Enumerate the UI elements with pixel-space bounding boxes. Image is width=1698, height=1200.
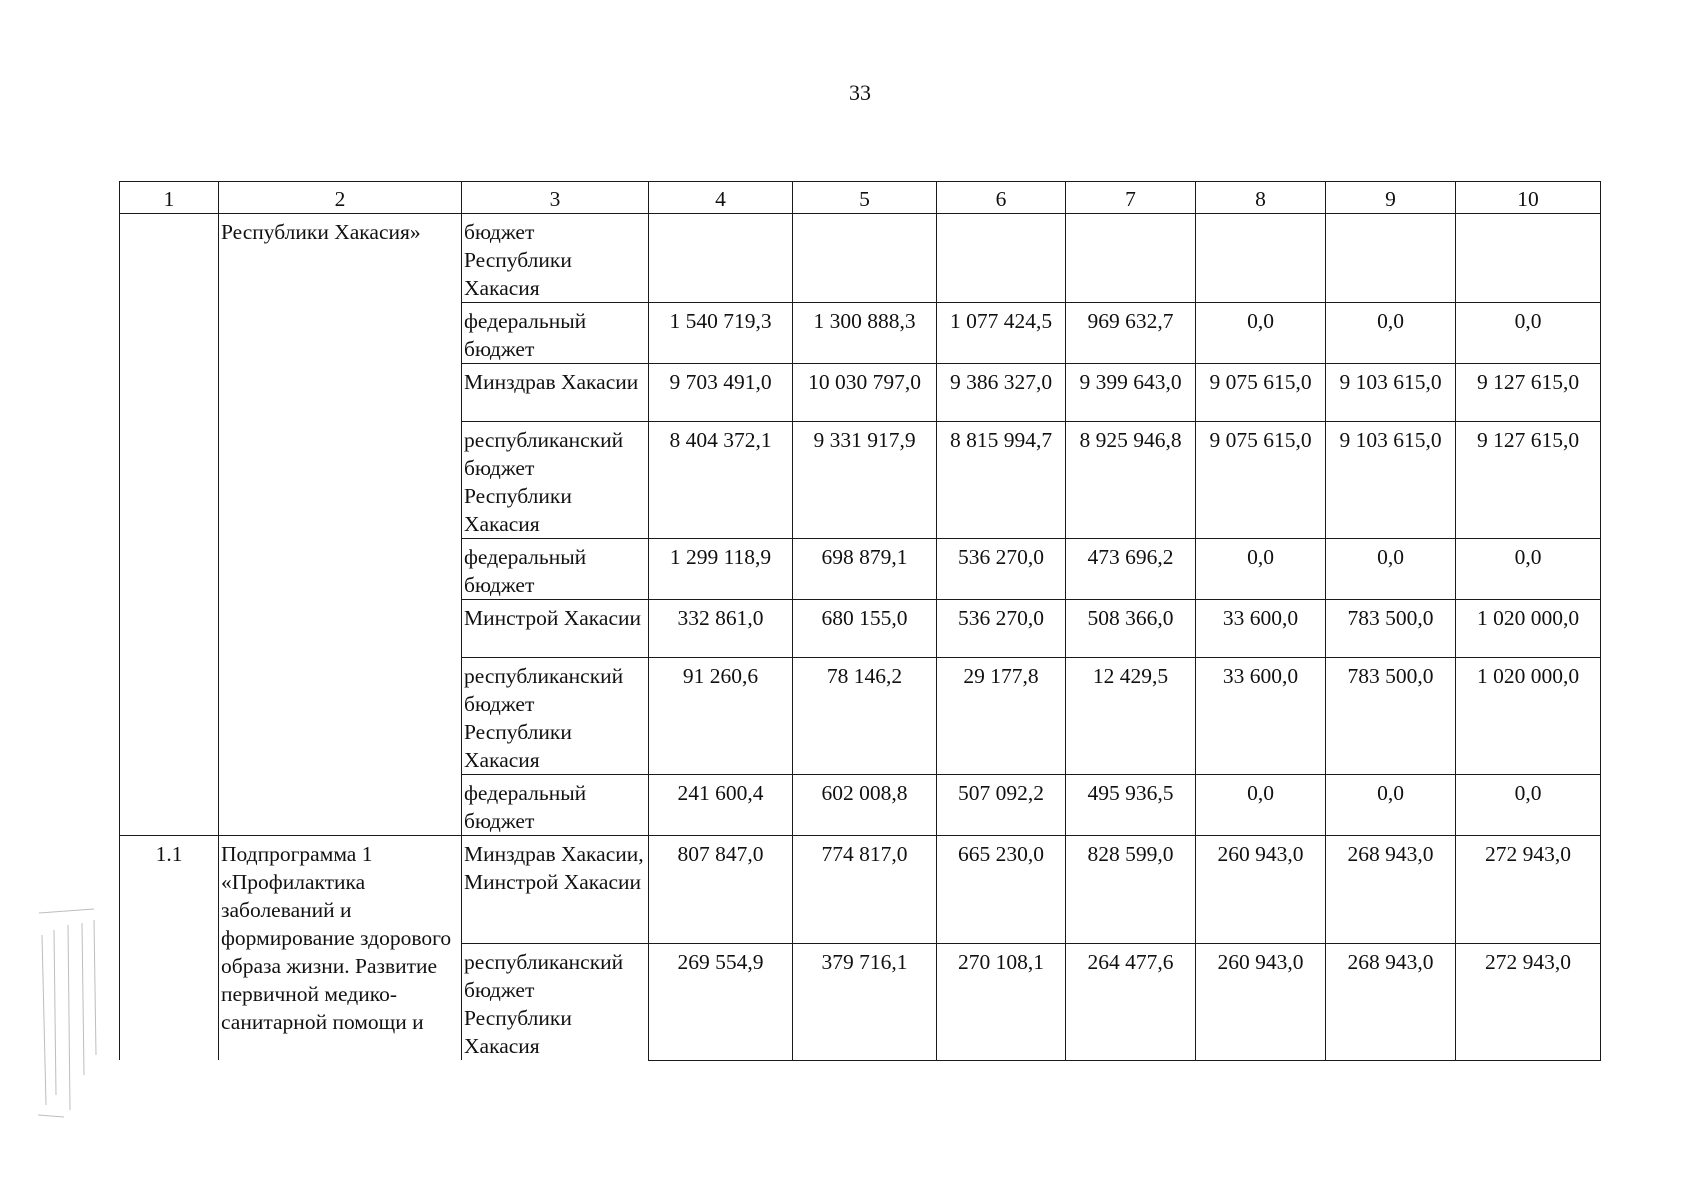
value-cell: 33 600,0 [1196,658,1326,775]
value-cell: 774 817,0 [793,836,937,944]
value-cell: 698 879,1 [793,539,937,600]
value-cell [1196,214,1326,303]
value-cell: 260 943,0 [1196,836,1326,944]
value-cell: 508 366,0 [1066,600,1196,658]
value-cell: 9 127 615,0 [1456,422,1601,539]
header-cell: 3 [462,182,649,214]
value-cell: 536 270,0 [937,539,1066,600]
value-cell: 602 008,8 [793,775,937,836]
value-cell: 0,0 [1196,303,1326,364]
value-cell [649,214,793,303]
value-cell: 1 299 118,9 [649,539,793,600]
value-cell: 270 108,1 [937,944,1066,1061]
value-cell [937,214,1066,303]
value-cell: 9 103 615,0 [1326,422,1456,539]
value-cell: 8 925 946,8 [1066,422,1196,539]
value-cell: 10 030 797,0 [793,364,937,422]
value-cell [1066,214,1196,303]
value-cell: 969 632,7 [1066,303,1196,364]
subprogram-title-cell: Подпрограмма 1 «Профилактика заболеваний и формирование здорового образа жизни. Развитие первичной медико-санитарной помощи и [219,836,462,1061]
value-cell: 1 300 888,3 [793,303,937,364]
page-number: 33 [849,80,871,105]
value-cell: 272 943,0 [1456,944,1601,1061]
value-cell: 8 815 994,7 [937,422,1066,539]
value-cell: 783 500,0 [1326,658,1456,775]
value-cell: 78 146,2 [793,658,937,775]
value-cell: 807 847,0 [649,836,793,944]
header-cell: 1 [120,182,219,214]
row-number-cell [120,214,219,836]
value-cell: 473 696,2 [1066,539,1196,600]
value-cell: 1 020 000,0 [1456,658,1601,775]
value-cell: 536 270,0 [937,600,1066,658]
value-cell: 29 177,8 [937,658,1066,775]
value-cell: 33 600,0 [1196,600,1326,658]
value-cell: 9 075 615,0 [1196,364,1326,422]
value-cell: 0,0 [1456,303,1601,364]
header-row [120,182,1601,214]
value-cell: 9 127 615,0 [1456,364,1601,422]
value-cell: 269 554,9 [649,944,793,1061]
value-cell: 268 943,0 [1326,944,1456,1061]
funding-source-cell: бюджет Республики Хакасия [462,214,649,303]
table-row [120,836,1601,944]
funding-source-cell: Минздрав Хакасии [462,364,649,422]
value-cell [1456,214,1601,303]
header-cell: 8 [1196,182,1326,214]
funding-source-cell: Минздрав Хакасии, Минстрой Хакасии [462,836,649,944]
header-cell: 2 [219,182,462,214]
funding-source-cell: республиканский бюджет Республики Хакасия [462,658,649,775]
subprogram-code-cell: 1.1 [120,836,219,1061]
value-cell: 0,0 [1196,539,1326,600]
value-cell: 828 599,0 [1066,836,1196,944]
funding-source-cell: федеральный бюджет [462,775,649,836]
value-cell: 9 703 491,0 [649,364,793,422]
funding-table [119,181,1601,1061]
value-cell: 332 861,0 [649,600,793,658]
value-cell: 241 600,4 [649,775,793,836]
table-row [120,214,1601,303]
value-cell: 1 020 000,0 [1456,600,1601,658]
header-cell: 5 [793,182,937,214]
value-cell: 268 943,0 [1326,836,1456,944]
funding-source-cell: федеральный бюджет [462,303,649,364]
value-cell: 91 260,6 [649,658,793,775]
value-cell: 8 404 372,1 [649,422,793,539]
value-cell: 9 331 917,9 [793,422,937,539]
value-cell: 379 716,1 [793,944,937,1061]
value-cell: 260 943,0 [1196,944,1326,1061]
value-cell: 264 477,6 [1066,944,1196,1061]
value-cell: 665 230,0 [937,836,1066,944]
value-cell: 9 399 643,0 [1066,364,1196,422]
value-cell: 1 540 719,3 [649,303,793,364]
value-cell: 12 429,5 [1066,658,1196,775]
funding-source-cell: федеральный бюджет [462,539,649,600]
value-cell: 495 936,5 [1066,775,1196,836]
header-cell: 7 [1066,182,1196,214]
margin-stamp-marks [34,905,104,1120]
header-cell: 4 [649,182,793,214]
value-cell: 0,0 [1326,775,1456,836]
funding-source-cell: республиканский бюджет Республики Хакасия [462,944,649,1061]
header-cell: 10 [1456,182,1601,214]
value-cell: 0,0 [1456,775,1601,836]
value-cell: 9 075 615,0 [1196,422,1326,539]
value-cell: 0,0 [1326,539,1456,600]
value-cell: 783 500,0 [1326,600,1456,658]
header-cell: 9 [1326,182,1456,214]
program-name-cell: Республики Хакасия» [219,214,462,836]
value-cell [793,214,937,303]
value-cell: 0,0 [1326,303,1456,364]
value-cell [1326,214,1456,303]
funding-source-cell: республиканский бюджет Республики Хакасия [462,422,649,539]
funding-source-cell: Минстрой Хакасии [462,600,649,658]
header-cell: 6 [937,182,1066,214]
value-cell: 507 092,2 [937,775,1066,836]
value-cell: 9 386 327,0 [937,364,1066,422]
value-cell: 9 103 615,0 [1326,364,1456,422]
value-cell: 680 155,0 [793,600,937,658]
value-cell: 0,0 [1196,775,1326,836]
value-cell: 272 943,0 [1456,836,1601,944]
value-cell: 0,0 [1456,539,1601,600]
value-cell: 1 077 424,5 [937,303,1066,364]
